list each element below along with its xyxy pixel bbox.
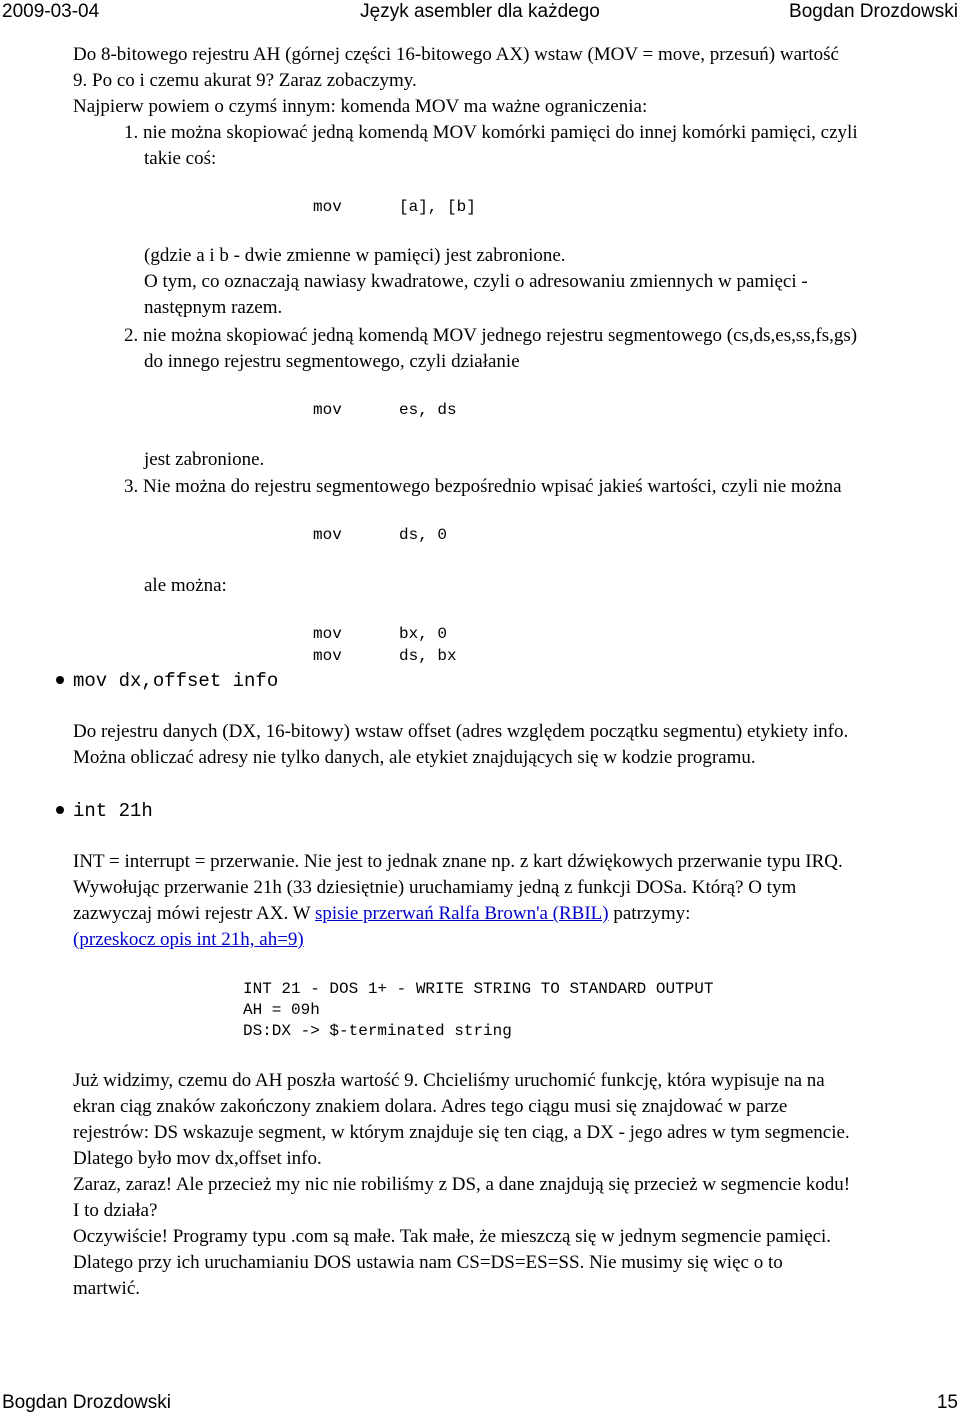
code-operands: es, ds	[399, 401, 457, 419]
bullet-dot	[56, 676, 64, 684]
closing-line-7: Oczywiście! Programy typu .com są małe. Tak małe, że mieszczą się w jednym segmencie pamięci.	[73, 1226, 832, 1247]
item2-after: jest zabronione.	[144, 449, 265, 470]
listing-line-1: INT 21 - DOS 1+ - WRITE STRING TO STANDARD OUTPUT	[243, 980, 714, 998]
bullet-offset-text-1: Do rejestru danych (DX, 16-bitowy) wstaw offset (adres względem początku segmentu) etykiety info.	[73, 721, 849, 742]
closing-line-8: Dlatego przy ich uruchamianiu DOS ustawia nam CS=DS=ES=SS. Nie musimy się więc o to	[73, 1252, 783, 1273]
intro-line-2: 9. Po co i czemu akurat 9? Zaraz zobaczymy.	[73, 70, 417, 91]
code-operands: ds, bx	[399, 647, 457, 665]
code-mnemonic: mov	[313, 625, 342, 643]
skip-link-line	[73, 928, 304, 952]
header-date: 2009-03-04	[2, 1, 100, 22]
bullet-int-text-3	[73, 902, 690, 926]
item1-code	[313, 196, 476, 218]
item1-after-1: (gdzie a i b - dwie zmienne w pamięci) jest zabronione.	[144, 245, 566, 266]
header-author: Bogdan Drozdowski	[789, 1, 958, 22]
item2-code	[313, 399, 457, 421]
item3-code2-line-2	[313, 645, 457, 667]
bullet-offset-code: mov dx,offset info	[73, 670, 279, 692]
bullet-dot	[56, 806, 64, 814]
bullet-int-text-2: Wywołując przerwanie 21h (33 dziesiętnie) uruchamiamy jedną z funkcji DOSa. Którą? O tym	[73, 877, 797, 898]
closing-line-3: rejestrów: DS wskazuje segment, w którym znajduje się ten ciąg, a DX - jego adres w tym segmencie.	[73, 1122, 850, 1143]
item2-line-1: 2. nie można skopiować jedną komendą MOV jednego rejestru segmentowego (cs,ds,es,ss,fs,gs)	[124, 325, 858, 346]
item1-line-2: takie coś:	[144, 148, 217, 169]
item3-but: ale można:	[144, 575, 227, 596]
code-operands: bx, 0	[399, 625, 448, 643]
page-footer	[0, 1391, 960, 1415]
text-segment: zazwyczaj mówi rejestr AX. W	[73, 903, 315, 924]
code-operands: ds, 0	[399, 526, 448, 544]
code-operands: [a], [b]	[399, 198, 476, 216]
header-title: Język asembler dla każdego	[360, 1, 600, 22]
bullet-offset-text-2: Można obliczać adresy nie tylko danych, ale etykiet znajdujących się w kodzie programu.	[73, 747, 756, 768]
page-number: 15	[936, 1392, 958, 1413]
closing-line-2: ekran ciąg znaków zakończony znakiem dolara. Adres tego ciągu musi się znajdować w parze	[73, 1096, 788, 1117]
listing-line-2: AH = 09h	[243, 1001, 320, 1019]
code-mnemonic: mov	[313, 526, 342, 544]
code-mnemonic: mov	[313, 198, 342, 216]
code-mnemonic: mov	[313, 401, 342, 419]
bullet-int-text-1: INT = interrupt = przerwanie. Nie jest to jednak znane np. z kart dźwiękowych przerwanie typu IRQ.	[73, 851, 843, 872]
item1-after-2: O tym, co oznaczają nawiasy kwadratowe, czyli o adresowaniu zmiennych w pamięci -	[144, 271, 808, 292]
intro-line-1: Do 8-bitowego rejestru AH (górnej części 16-bitowego AX) wstaw (MOV = move, przesuń) wartość	[73, 44, 839, 65]
text-segment: patrzymy:	[608, 903, 691, 924]
item3-code2-line-1	[313, 623, 448, 645]
footer-author: Bogdan Drozdowski	[2, 1392, 171, 1413]
rbil-link[interactable]: spisie przerwań Ralfa Brown'a (RBIL)	[315, 903, 609, 924]
page-header	[0, 0, 960, 24]
listing-line-3: DS:DX -> $-terminated string	[243, 1022, 512, 1040]
item1-line-1: 1. nie można skopiować jedną komendą MOV komórki pamięci do innej komórki pamięci, czyli	[124, 122, 858, 143]
code-mnemonic: mov	[313, 647, 342, 665]
closing-line-9: martwić.	[73, 1278, 141, 1299]
bullet-int-code: int 21h	[73, 800, 153, 822]
item2-line-2: do innego rejestru segmentowego, czyli działanie	[144, 351, 520, 372]
item3-line: 3. Nie można do rejestru segmentowego bezpośrednio wpisać jakieś wartości, czyli nie można	[124, 476, 842, 497]
intro-line-3: Najpierw powiem o czymś innym: komenda MOV ma ważne ograniczenia:	[73, 96, 648, 117]
closing-line-6: I to działa?	[73, 1200, 158, 1221]
closing-line-4: Dlatego było mov dx,offset info.	[73, 1148, 322, 1169]
item1-after-3: następnym razem.	[144, 297, 283, 318]
item3-code	[313, 524, 448, 546]
closing-line-1: Już widzimy, czemu do AH poszła wartość 9. Chcieliśmy uruchomić funkcję, która wypisuje na na	[73, 1070, 825, 1091]
closing-line-5: Zaraz, zaraz! Ale przecież my nic nie robiliśmy z DS, a dane znajdują się przecież w segmencie kodu!	[73, 1174, 851, 1195]
skip-int21h-link[interactable]: (przeskocz opis int 21h, ah=9)	[73, 929, 304, 950]
